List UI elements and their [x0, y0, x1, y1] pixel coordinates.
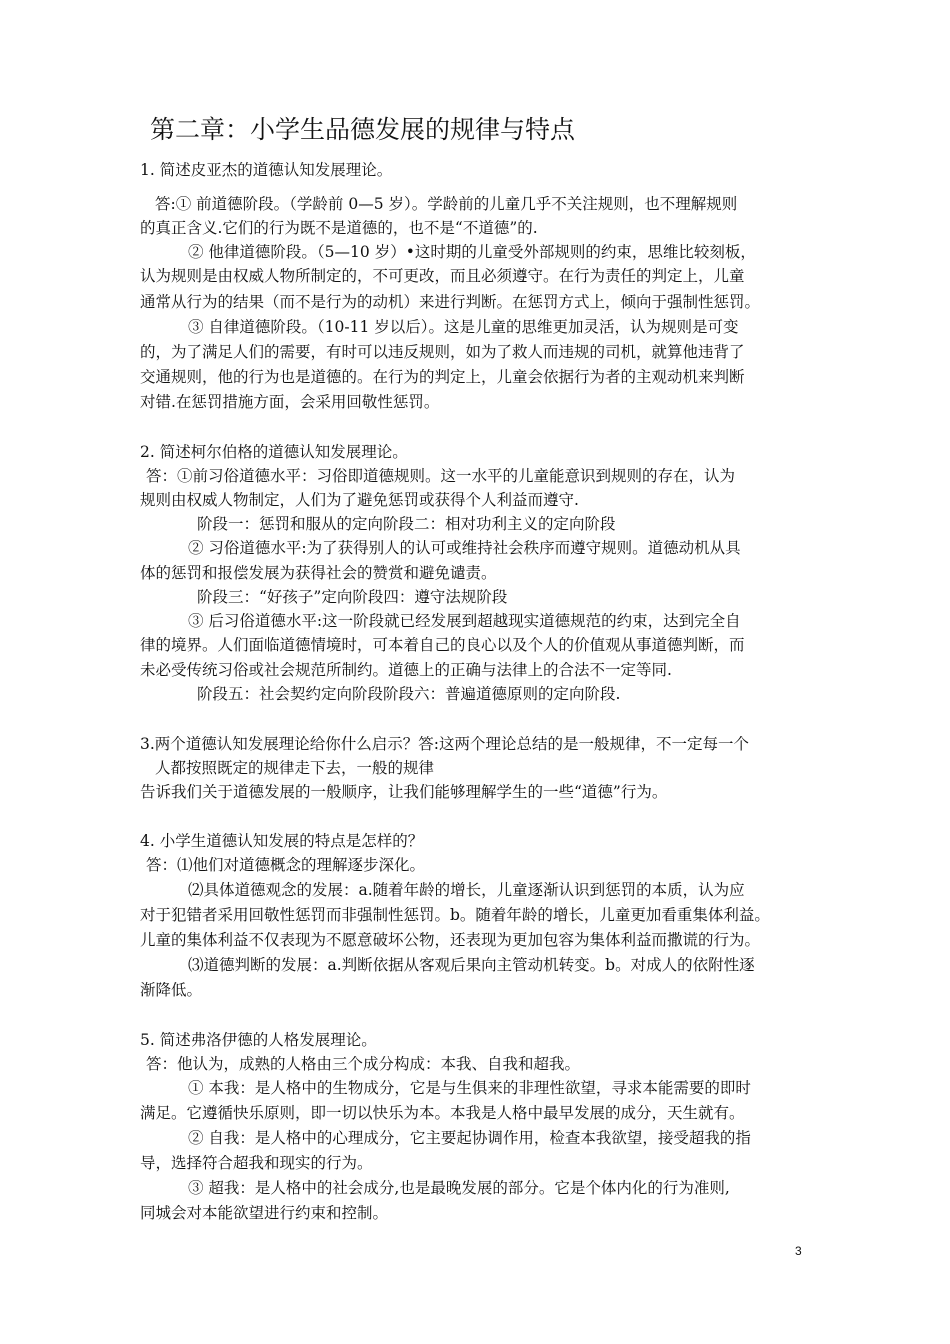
chapter-title: 第二章：小学生品德发展的规律与特点	[150, 115, 576, 144]
question-2: 2. 简述柯尔伯格的道德认知发展理论。	[140, 443, 408, 461]
text-line: ③ 超我：是人格中的社会成分,也是最晚发展的部分。它是个体内化的行为准则,	[188, 1179, 730, 1197]
text-line: 告诉我们关于道德发展的一般顺序，让我们能够理解学生的一些“道德”行为。	[140, 783, 668, 801]
text-line: 的，为了满足人们的需要，有时可以违反规则，如为了救人而违规的司机，就算他违背了	[140, 343, 745, 361]
question-5: 5. 简述弗洛伊德的人格发展理论。	[140, 1031, 377, 1049]
text-line: 答：⑴他们对道德概念的理解逐步深化。	[146, 856, 426, 874]
text-line: 阶段五：社会契约定向阶段阶段六：普遍道德原则的定向阶段.	[197, 685, 621, 703]
text-line: 阶段一：惩罚和服从的定向阶段二：相对功利主义的定向阶段	[197, 515, 616, 533]
text-line: 答：他认为，成熟的人格由三个成分构成：本我、自我和超我。	[146, 1055, 581, 1073]
page-number: 3	[795, 1244, 802, 1258]
text-line: 儿童的集体利益不仅表现为不愿意破坏公物，还表现为更加包容为集体利益而撒谎的行为。	[140, 931, 761, 949]
text-line: 渐降低。	[140, 981, 203, 999]
text-line: 导，选择符合超我和现实的行为。	[140, 1154, 373, 1172]
question-1: 1. 简述皮亚杰的道德认知发展理论。	[140, 161, 393, 179]
text-line: 答:① 前道德阶段。（学龄前 0—5 岁）。学龄前的儿童几乎不关注规则，也不理解规则	[155, 195, 738, 213]
text-line: ② 习俗道德水平:为了获得别人的认可或维持社会秩序而遵守规则。道德动机从具	[188, 539, 741, 557]
text-line: ③ 后习俗道德水平:这一阶段就已经发展到超越现实道德规范的约束，达到完全自	[188, 612, 741, 630]
question-4: 4. 小学生道德认知发展的特点是怎样的？	[140, 832, 424, 850]
text-line: ② 他律道德阶段。（5—10 岁）•这时期的儿童受外部规则的约束，思维比较刻板，	[188, 243, 756, 261]
text-line: 未必受传统习俗或社会规范所制约。道德上的正确与法律上的合法不一定等同.	[140, 661, 672, 679]
question-3: 3.两个道德认知发展理论给你什么启示？答:这两个理论总结的是一般规律，不一定每一个	[140, 735, 750, 753]
text-line: 答：①前习俗道德水平：习俗即道德规则。这一水平的儿童能意识到规则的存在，认为	[146, 467, 736, 485]
text-line: 通常从行为的结果（而不是行为的动机）来进行判断。在惩罚方式上，倾向于强制性惩罚。	[140, 293, 761, 311]
text-line: 认为规则是由权威人物所制定的，不可更改，而且必须遵守。在行为责任的判定上，儿童	[140, 267, 745, 285]
text-line: 人都按照既定的规律走下去，一般的规律	[155, 759, 435, 777]
text-line: 的真正含义.它们的行为既不是道德的，也不是“不道德”的.	[140, 219, 538, 237]
text-line: ⑵具体道德观念的发展：a.随着年龄的增长，儿童逐渐认识到惩罚的本质，认为应	[188, 881, 745, 899]
text-line: 交通规则，他的行为也是道德的。在行为的判定上，儿童会依据行为者的主观动机来判断	[140, 368, 745, 386]
text-line: 律的境界。人们面临道德情境时，可本着自己的良心以及个人的价值观从事道德判断，而	[140, 636, 745, 654]
text-line: ① 本我：是人格中的生物成分，它是与生俱来的非理性欲望，寻求本能需要的即时	[188, 1079, 751, 1097]
text-line: ⑶道德判断的发展：a.判断依据从客观后果向主管动机转变。b。对成人的依附性逐	[188, 956, 755, 974]
text-line: ③ 自律道德阶段。（10-11 岁以后）。这是儿童的思维更加灵活，认为规则是可变	[188, 318, 739, 336]
text-line: 满足。它遵循快乐原则，即一切以快乐为本。本我是人格中最早发展的成分，天生就有。	[140, 1104, 745, 1122]
text-line: 对错.在惩罚措施方面，会采用回敬性惩罚。	[140, 393, 440, 411]
text-line: 对于犯错者采用回敬性惩罚而非强制性惩罚。b。随着年龄的增长，儿童更加看重集体利益。	[140, 906, 770, 924]
text-line: 规则由权威人物制定，人们为了避免惩罚或获得个人利益而遵守.	[140, 491, 579, 509]
text-line: ② 自我：是人格中的心理成分，它主要起协调作用，检查本我欲望，接受超我的指	[188, 1129, 751, 1147]
text-line: 体的惩罚和报偿发展为获得社会的赞赏和避免谴责。	[140, 564, 497, 582]
text-line: 同城会对本能欲望进行约束和控制。	[140, 1204, 389, 1222]
text-line: 阶段三：“好孩子”定向阶段四：遵守法规阶段	[197, 588, 508, 606]
